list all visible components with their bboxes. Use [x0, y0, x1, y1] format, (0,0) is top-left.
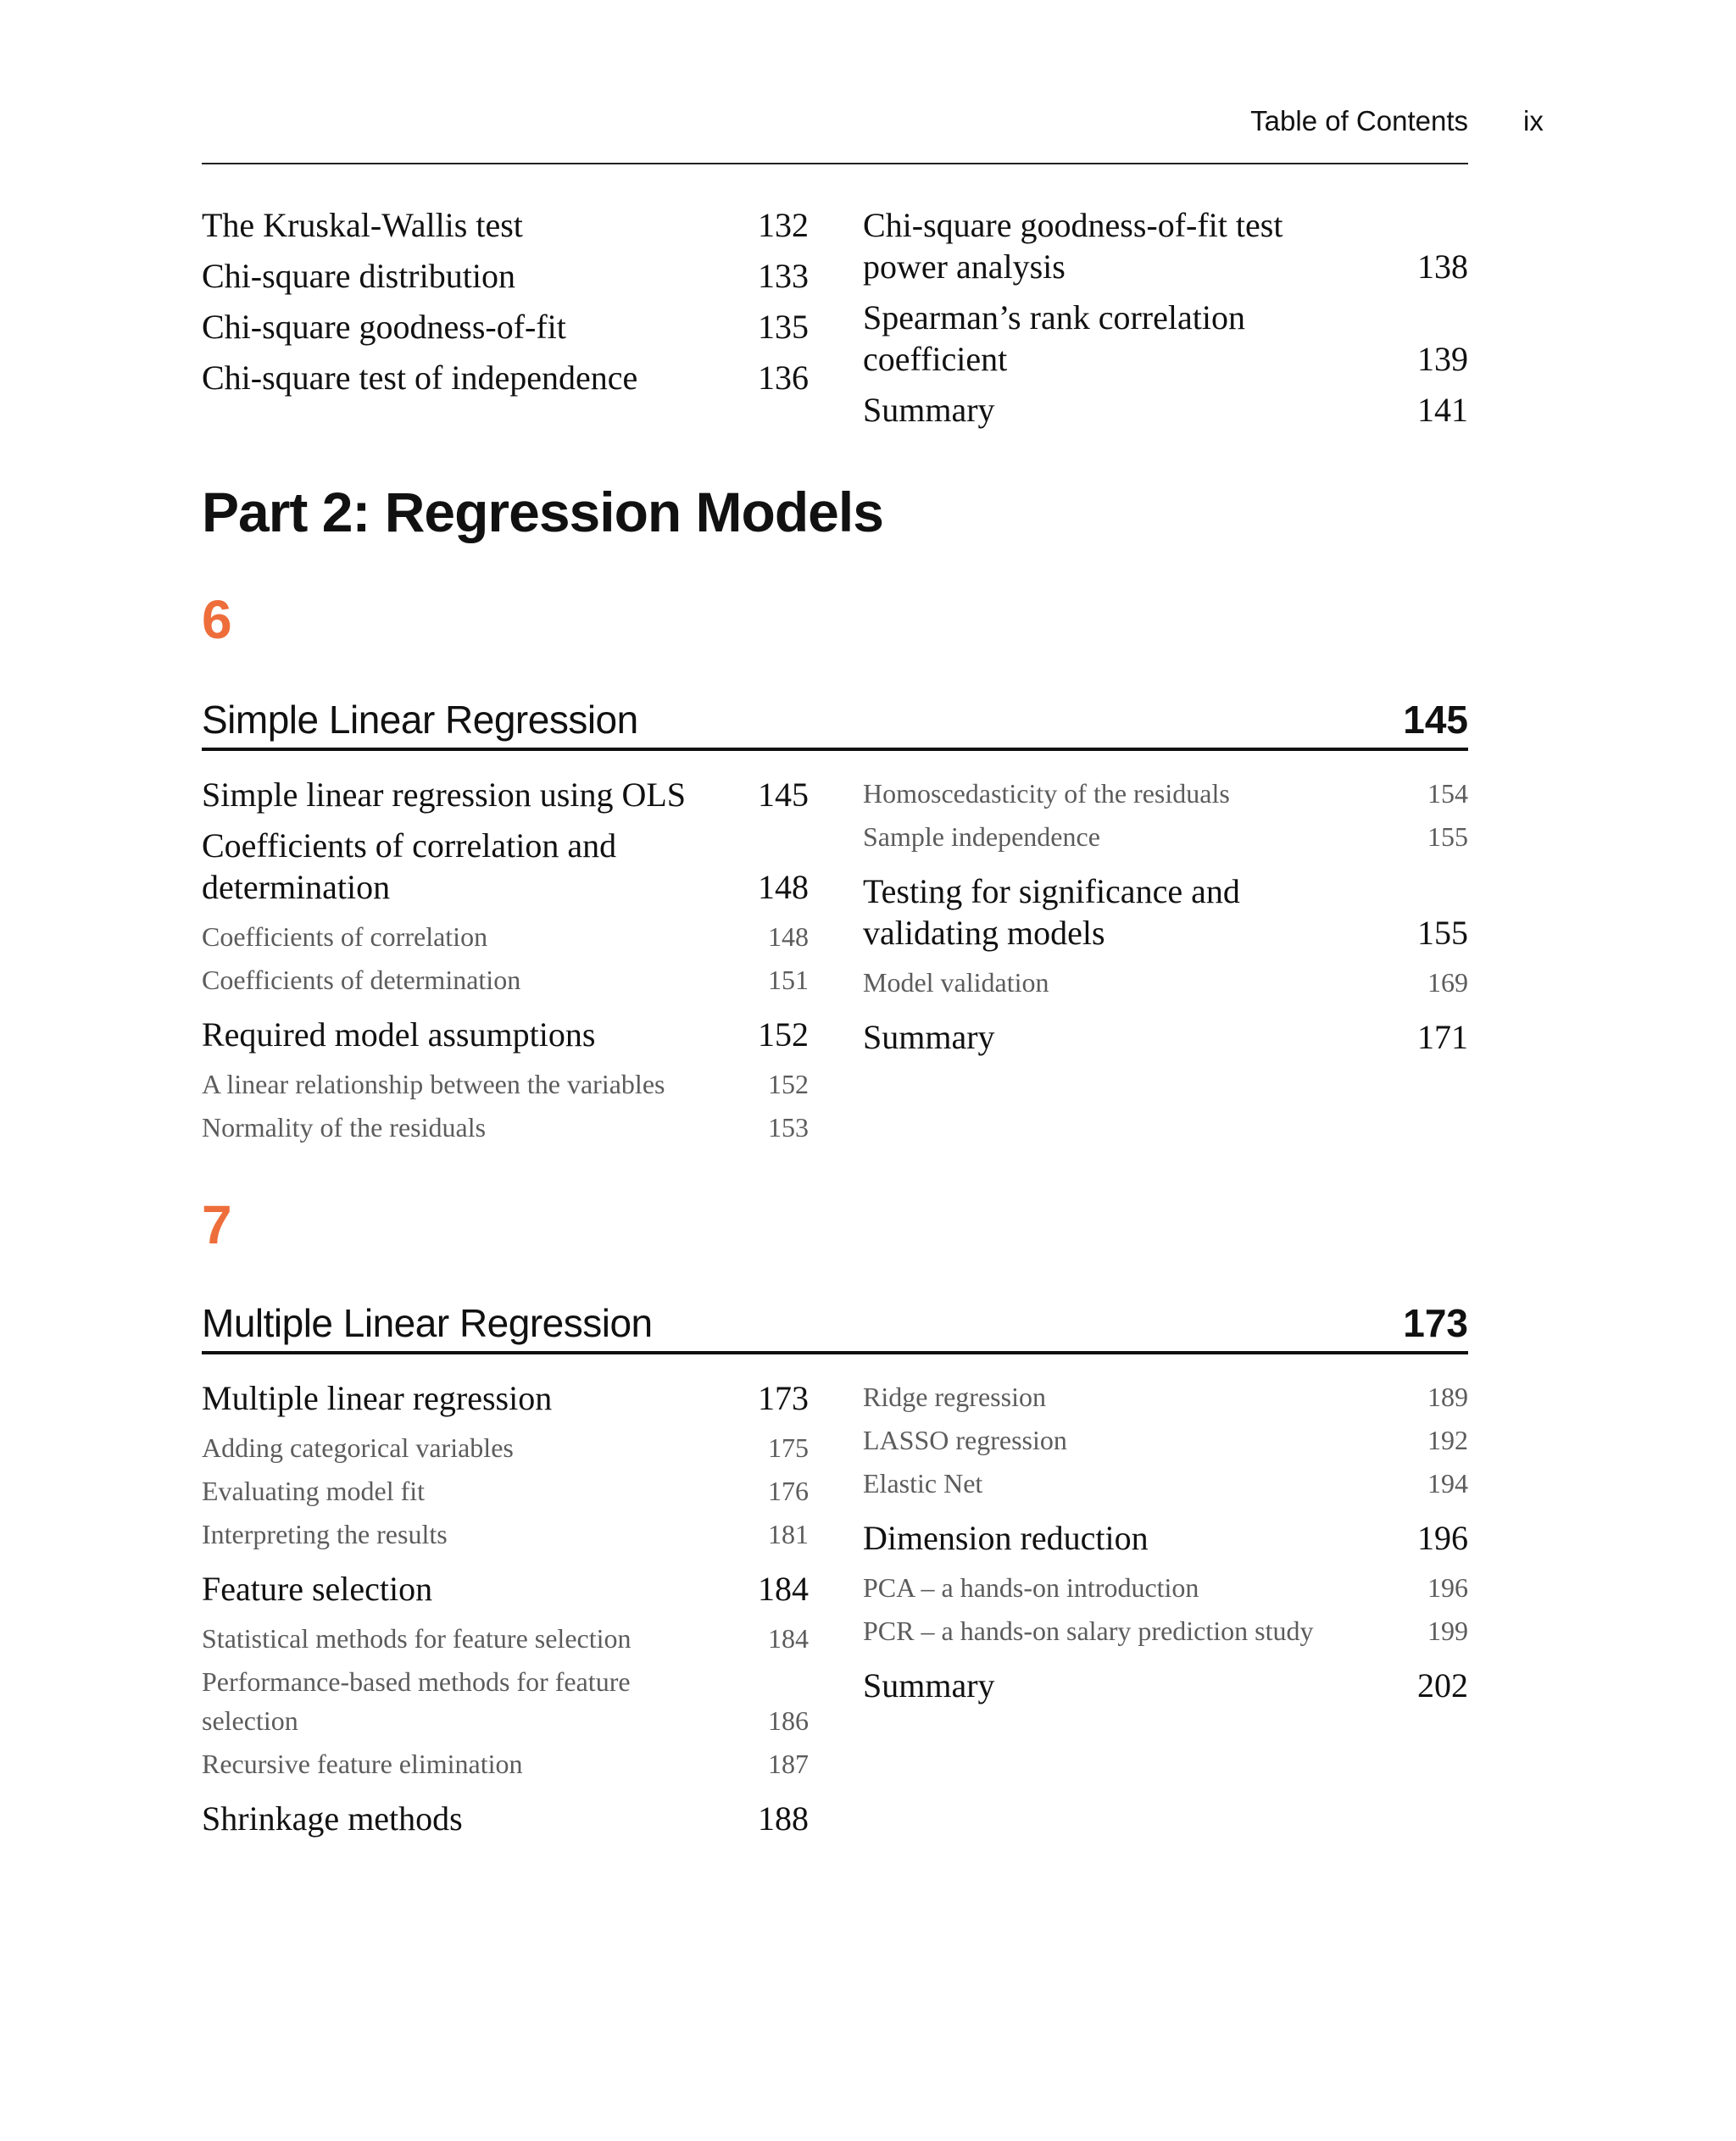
toc-subentry-label: Sample independence — [863, 821, 1100, 852]
toc-entry-page: 135 — [758, 308, 809, 346]
toc-entry-label: Testing for significance and validating models — [863, 872, 1240, 952]
toc-entry[interactable] — [202, 1377, 809, 1419]
toc-entry-page: 196 — [1417, 1519, 1468, 1557]
chapter-title: Simple Linear Regression — [202, 698, 638, 742]
toc-entry-label: Required model assumptions — [202, 1015, 596, 1054]
toc-entry-page: 141 — [1417, 391, 1468, 429]
toc-subentry[interactable] — [863, 963, 1468, 1002]
toc-subentry[interactable] — [863, 774, 1468, 813]
toc-entry-page: 173 — [758, 1379, 809, 1417]
toc-subentry-page: 151 — [768, 965, 809, 995]
toc-entry[interactable] — [863, 1517, 1468, 1559]
toc-subentry[interactable] — [202, 1662, 809, 1740]
toc-entry[interactable] — [202, 1798, 809, 1839]
toc-subentry[interactable] — [863, 817, 1468, 856]
toc-subentry-page: 181 — [768, 1519, 809, 1549]
toc-subentry-label: Homoscedasticity of the residuals — [863, 778, 1230, 809]
toc-entry-page: 139 — [1417, 340, 1468, 378]
toc-subentry[interactable] — [202, 1428, 809, 1467]
toc-entry-page: 148 — [758, 868, 809, 906]
toc-entry[interactable] — [202, 204, 809, 246]
toc-entry[interactable] — [202, 1014, 809, 1055]
chapter-heading[interactable] — [202, 1300, 1468, 1354]
chapter-7-right-column — [863, 1377, 1468, 1716]
toc-subentry-page: 187 — [768, 1749, 809, 1779]
toc-subentry-label: PCA – a hands-on introduction — [863, 1572, 1199, 1603]
toc-entry-label: Chi-square goodness-of-fit — [202, 308, 566, 346]
toc-entry-page: 184 — [758, 1570, 809, 1608]
toc-subentry-page: 148 — [768, 921, 809, 952]
header-rule — [202, 163, 1468, 164]
toc-subentry-page: 169 — [1427, 967, 1468, 998]
toc-subentry-label: Statistical methods for feature selection — [202, 1623, 632, 1654]
toc-entry[interactable] — [202, 255, 809, 297]
toc-entry-label: Summary — [863, 391, 995, 429]
toc-subentry-label: LASSO regression — [863, 1425, 1067, 1455]
toc-top-right-column — [863, 204, 1468, 440]
toc-subentry-label: Performance-based methods for feature selection — [202, 1666, 631, 1736]
chapter-7-left-column — [202, 1377, 809, 1849]
toc-entry-page: 171 — [1417, 1018, 1468, 1056]
toc-entry[interactable] — [863, 870, 1468, 954]
toc-subentry-label: Interpreting the results — [202, 1519, 448, 1549]
toc-subentry[interactable] — [863, 1421, 1468, 1460]
toc-entry-page: 132 — [758, 206, 809, 244]
chapter-title: Multiple Linear Regression — [202, 1301, 653, 1345]
toc-subentry-page: 192 — [1427, 1425, 1468, 1455]
toc-subentry-page: 186 — [768, 1705, 809, 1736]
chapter-heading[interactable] — [202, 697, 1468, 751]
toc-entry-page: 136 — [758, 359, 809, 397]
toc-entry-page: 145 — [758, 776, 809, 814]
toc-entry-page: 133 — [758, 257, 809, 295]
toc-subentry[interactable] — [202, 1065, 809, 1104]
toc-subentry[interactable] — [202, 1619, 809, 1658]
toc-entry-label: The Kruskal-Wallis test — [202, 206, 523, 244]
toc-entry-label: Feature selection — [202, 1570, 433, 1608]
toc-entry-label: Coefficients of correlation and determination — [202, 826, 617, 906]
toc-subentry-label: A linear relationship between the variables — [202, 1069, 665, 1099]
toc-subentry-page: 184 — [768, 1623, 809, 1654]
toc-subentry-page: 189 — [1427, 1382, 1468, 1412]
toc-subentry-page: 152 — [768, 1069, 809, 1099]
toc-subentry[interactable] — [202, 1515, 809, 1554]
toc-entry-label: Dimension reduction — [863, 1519, 1149, 1557]
toc-entry[interactable] — [863, 1665, 1468, 1706]
toc-entry-label: Chi-square goodness-of-fit test power analysis — [863, 206, 1283, 286]
toc-subentry[interactable] — [863, 1464, 1468, 1503]
toc-entry-label: Multiple linear regression — [202, 1379, 553, 1417]
toc-entry-page: 188 — [758, 1799, 809, 1838]
toc-entry[interactable] — [863, 297, 1468, 380]
toc-entry-label: Summary — [863, 1666, 995, 1704]
toc-entry-page: 138 — [1417, 247, 1468, 286]
toc-top-left-column — [202, 204, 809, 408]
toc-subentry-label: Ridge regression — [863, 1382, 1046, 1412]
toc-subentry-page: 175 — [768, 1432, 809, 1463]
part-title: Part 2: Regression Models — [202, 481, 883, 543]
toc-subentry-label: Adding categorical variables — [202, 1432, 514, 1463]
toc-subentry[interactable] — [202, 1108, 809, 1147]
toc-subentry-label: Evaluating model fit — [202, 1476, 426, 1506]
toc-entry[interactable] — [202, 357, 809, 398]
toc-subentry-label: Coefficients of correlation — [202, 921, 488, 952]
toc-entry[interactable] — [863, 389, 1468, 431]
toc-subentry[interactable] — [202, 917, 809, 956]
toc-subentry[interactable] — [863, 1568, 1468, 1607]
toc-subentry[interactable] — [202, 1471, 809, 1510]
toc-subentry-label: Model validation — [863, 967, 1049, 998]
toc-subentry[interactable] — [202, 960, 809, 999]
toc-subentry[interactable] — [202, 1744, 809, 1783]
chapter-number: 6 — [202, 589, 232, 650]
toc-subentry-page: 153 — [768, 1112, 809, 1143]
chapter-page: 173 — [1403, 1301, 1468, 1345]
toc-subentry-page: 154 — [1427, 778, 1468, 809]
toc-entry[interactable] — [863, 1016, 1468, 1058]
toc-subentry[interactable] — [863, 1377, 1468, 1416]
toc-subentry-page: 199 — [1427, 1615, 1468, 1646]
chapter-number: 7 — [202, 1194, 232, 1255]
toc-entry[interactable] — [863, 204, 1468, 287]
toc-entry-page: 202 — [1417, 1666, 1468, 1704]
toc-subentry-label: Coefficients of determination — [202, 965, 521, 995]
chapter-page: 145 — [1403, 698, 1468, 742]
toc-entry-label: Shrinkage methods — [202, 1799, 463, 1838]
toc-entry-label: Summary — [863, 1018, 995, 1056]
page-number: ix — [1523, 105, 1544, 136]
toc-entry-page: 155 — [1417, 914, 1468, 952]
toc-subentry-page: 155 — [1427, 821, 1468, 852]
toc-entry[interactable] — [202, 1568, 809, 1610]
toc-entry[interactable] — [202, 774, 809, 815]
toc-subentry[interactable] — [863, 1611, 1468, 1650]
toc-subentry-page: 176 — [768, 1476, 809, 1506]
chapter-6-left-column — [202, 774, 809, 1151]
toc-subentry-label: PCR – a hands-on salary prediction study — [863, 1615, 1314, 1646]
toc-entry-label: Chi-square distribution — [202, 257, 515, 295]
toc-entry[interactable] — [202, 825, 809, 908]
toc-subentry-page: 194 — [1427, 1468, 1468, 1499]
toc-entry-label: Simple linear regression using OLS — [202, 776, 687, 814]
toc-entry-label: Spearman’s rank correlation coefficient — [863, 298, 1245, 378]
toc-subentry-label: Normality of the residuals — [202, 1112, 487, 1143]
toc-subentry-label: Elastic Net — [863, 1468, 983, 1499]
toc-subentry-label: Recursive feature elimination — [202, 1749, 523, 1779]
toc-subentry-page: 196 — [1427, 1572, 1468, 1603]
running-header-title: Table of Contents — [1250, 105, 1468, 136]
toc-entry-label: Chi-square test of independence — [202, 359, 638, 397]
toc-entry-page: 152 — [758, 1015, 809, 1054]
chapter-6-right-column — [863, 774, 1468, 1067]
toc-entry[interactable] — [202, 306, 809, 348]
running-header — [0, 105, 1736, 147]
